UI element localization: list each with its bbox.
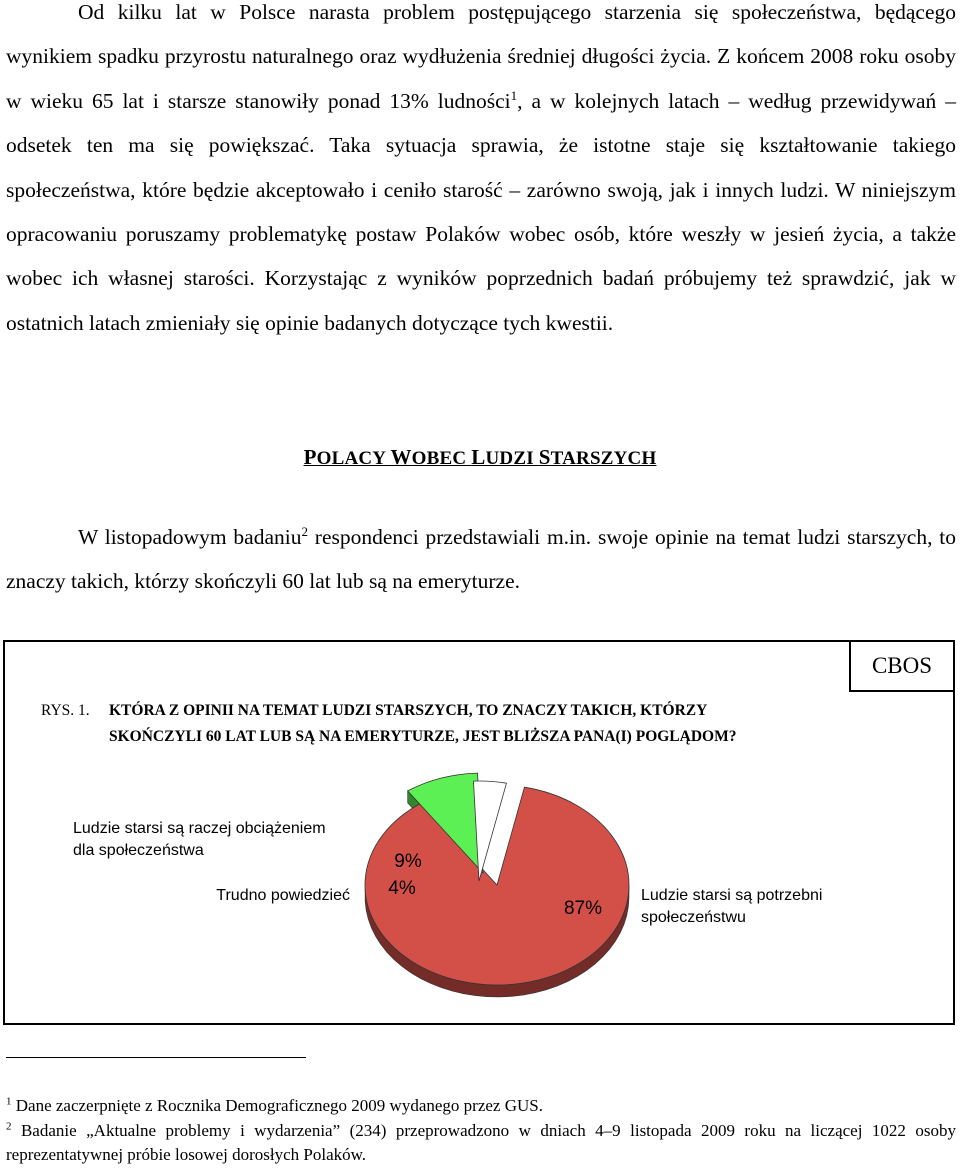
pie-chart	[5, 642, 953, 1023]
cbos-badge: CBOS	[849, 640, 955, 692]
slice-value-4: 4%	[388, 878, 416, 899]
pie-slice-3	[473, 781, 506, 881]
footnote-number: 1	[6, 1095, 12, 1108]
slice-label-hard-to-say: Trudno powiedzieć	[216, 887, 350, 904]
slice-label-burden: Ludzie starsi są raczej obciążeniem	[73, 820, 326, 837]
section-heading	[0, 445, 960, 470]
heading-cap: W	[390, 445, 412, 469]
intro-text-part2: , a w kolejnych latach – według przewidywań – odsetek ten ma się powiększać. Taka sytuacja sprawia, że istotne staje się kształtowanie takiego społeczeństwa, które będzie akceptowało i ceniło starość – zarówno swoją, jak i innych ludzi. W niniejszym opracowaniu poruszamy problematykę postaw Polaków wobec osób, które weszły w jesień życia, a także wobec ich własnej starości. Korzystając z wyników poprzednich badań próbujemy też sprawdzić, jak w ostatnich latach zmieniały się opinie badanych dotyczące tych kwestii.	[6, 88, 956, 335]
footnote-number: 2	[6, 1120, 12, 1133]
footnote-text: Badanie „Aktualne problemy i wydarzenia” (234) przeprowadzono w dniach 4–9 listopada 2009 roku na liczącej 1022 osoby reprezentatywnej próbie losowej dorosłych Polaków.	[6, 1121, 956, 1164]
slice-label-burden: dla społeczeństwa	[73, 842, 204, 859]
footnote-2	[6, 1119, 956, 1167]
slice-value-9: 9%	[394, 851, 422, 872]
heading-cap: S	[538, 445, 551, 469]
heading-part: UDZI	[485, 448, 539, 469]
intro-paragraph	[6, 0, 956, 345]
slice-label-needed: Ludzie starsi są potrzebni	[641, 887, 823, 904]
footnote-ref-2[interactable]: 2	[301, 523, 308, 539]
figure-title-line1: KTÓRA Z OPINII NA TEMAT LUDZI STARSZYCH, TO ZNACZY TAKICH, KTÓRZY	[109, 702, 708, 719]
heading-cap: P	[303, 445, 317, 469]
footnote-1	[6, 1094, 956, 1118]
slice-value-87: 87%	[563, 898, 603, 919]
survey-paragraph	[6, 515, 956, 604]
heading-part: OLACY	[316, 448, 391, 469]
figure-box	[3, 640, 955, 1025]
survey-text-part1: W listopadowym badaniu	[78, 525, 302, 549]
footnote-separator	[6, 1057, 306, 1058]
figure-number: RYS. 1.	[41, 702, 90, 719]
figure-title-line2: SKOŃCZYLI 60 LAT LUB SĄ NA EMERYTURZE, JEST BLIŻSZA PANA(I) POGLĄDOM?	[109, 728, 737, 745]
slice-label-needed: społeczeństwu	[641, 909, 746, 926]
heading-part: OBEC	[411, 448, 472, 469]
heading-cap: L	[471, 445, 486, 469]
intro-text-part1: Od kilku lat w Polsce narasta problem postępującego starzenia się społeczeństwa, będącego wynikiem spadku przyrostu naturalnego oraz wydłużenia średniej długości życia. Z końcem 2008 roku osoby w wieku 65 lat i starsze stanowiły ponad 13% ludności	[6, 0, 956, 113]
survey-text-part2: respondenci przedstawiali m.in. swoje opinie na temat ludzi starszych, to znaczy takich, którzy skończyli 60 lat lub są na emeryturze.	[6, 525, 956, 594]
heading-part: TARSZYCH	[550, 448, 657, 469]
footnote-ref-1[interactable]: 1	[510, 87, 518, 103]
footnote-text: Dane zaczerpnięte z Rocznika Demograficznego 2009 wydanego przez GUS.	[15, 1096, 543, 1115]
